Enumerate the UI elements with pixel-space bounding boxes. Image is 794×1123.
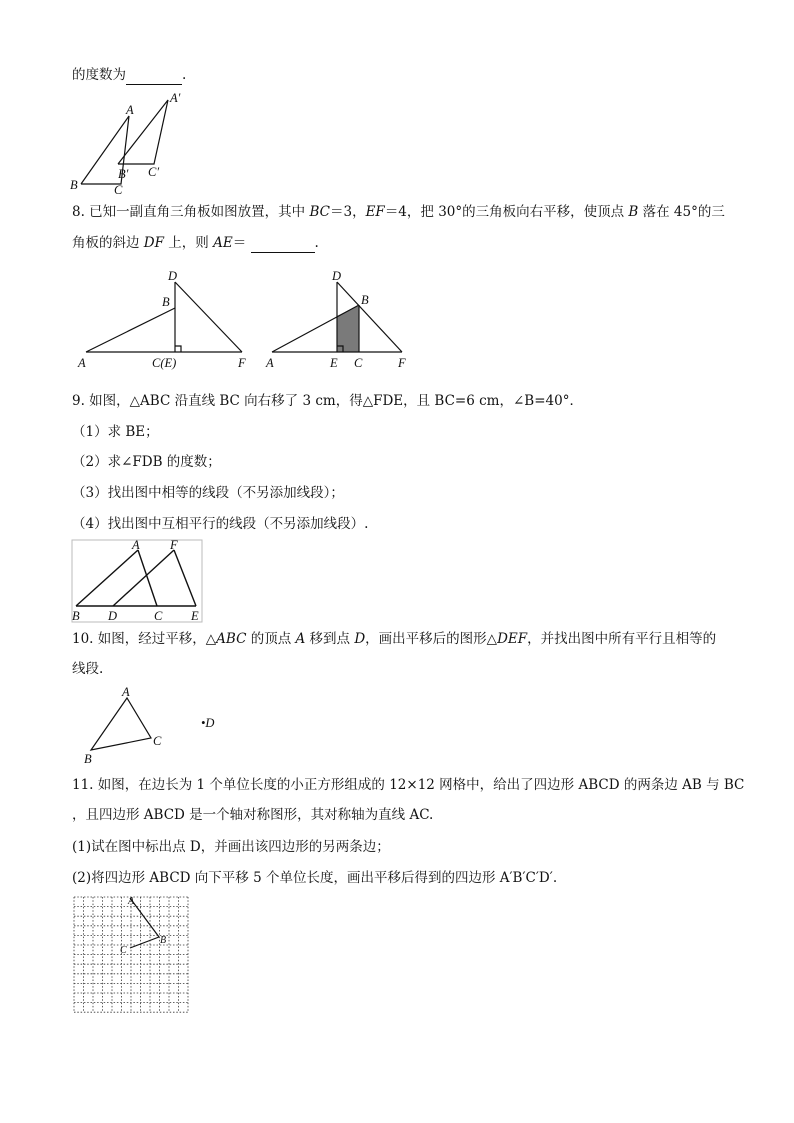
q10-var-d: D (354, 631, 366, 647)
q8-text: 角板的斜边 (72, 235, 144, 251)
label-D: D (332, 269, 342, 283)
label-B: B (361, 293, 369, 307)
q10-line-2: 线段. (72, 661, 104, 677)
figure-q8-right (262, 266, 422, 376)
label-D: D (108, 609, 118, 623)
q7-answer-line (72, 66, 186, 85)
label-A: A (266, 356, 274, 370)
q7-period: . (182, 67, 187, 83)
q10-text: 10. 如图，经过平移， (72, 631, 206, 647)
q11-line-1: 11. 如图，在边长为 1 个单位长度的小正方形组成的 12×12 网格中，给出了四边形 ABCD 的两条边 AB 与 BC (72, 777, 745, 793)
label-D: D (168, 269, 178, 283)
q10-text: 移到点 (305, 631, 355, 647)
label-F: F (238, 356, 246, 370)
q8-var-ae: AE (213, 235, 233, 251)
q10-var-def: DEF (497, 631, 528, 647)
shaded-overlap (337, 305, 359, 352)
label-A: A (126, 103, 134, 117)
triangle-abc (91, 698, 151, 750)
q8-text: ＝ (232, 235, 247, 251)
label-B: B (84, 752, 92, 766)
q11-part-2: (2)将四边形 ABCD 向下平移 5 个单位长度，画出平移后得到的四边形 A′B′C′D′. (72, 870, 558, 886)
right-angle-mark (175, 346, 181, 352)
figure-q11-grid[interactable] (72, 895, 190, 1015)
q7-text: 的度数为 (72, 67, 126, 83)
label-C: C (153, 734, 162, 748)
figure-q8-left (72, 266, 262, 376)
label-E: E (330, 356, 338, 370)
label-C: C (114, 183, 123, 197)
q8-var-df: DF (143, 235, 164, 251)
segment-fe (174, 550, 196, 606)
q8-text: 落在 45°的三 (638, 204, 725, 220)
q10-line-1 (72, 630, 716, 648)
label-A: A (122, 685, 130, 699)
figure-q7 (66, 90, 206, 195)
q7-answer-blank[interactable] (126, 66, 182, 85)
q9-part-2: （2）求∠FDB 的度数； (72, 454, 221, 470)
q8-text: ＝3， (329, 204, 366, 220)
q8-line-1 (72, 203, 725, 221)
segment-ab (130, 898, 159, 937)
segment-ab (76, 550, 138, 606)
q9-stem: 9. 如图，△ABC 沿直线 BC 向右移了 3 cm，得△FDE，且 BC=6 cm，∠B=40°． (72, 393, 583, 409)
label-B: B (162, 295, 170, 309)
q10-triangle-symbol: △ (486, 631, 498, 647)
label-B: B (70, 178, 78, 192)
label-F: F (170, 538, 178, 552)
q9-part-3: （3）找出图中相等的线段（不另添加线段）； (72, 485, 344, 501)
q8-line-2 (72, 234, 319, 253)
label-F: F (398, 356, 406, 370)
q10-triangle-symbol: △ (205, 631, 217, 647)
segment-bc (130, 937, 159, 948)
q10-text: 的顶点 (246, 631, 296, 647)
q10-text: ，并找出图中所有平行且相等的 (527, 631, 717, 647)
q10-var-a: A (295, 631, 306, 647)
q8-var-b: B (628, 204, 639, 220)
label-A-prime: A′ (170, 91, 181, 105)
figure-q10 (78, 683, 228, 768)
label-C: C (354, 356, 363, 370)
label-E: E (191, 609, 199, 623)
q10-var-abc: ABC (216, 631, 247, 647)
q11-line-2: ，且四边形 ABCD 是一个轴对称图形，其对称轴为直线 AC. (72, 807, 434, 823)
point-D: •D (201, 716, 215, 730)
label-B: B (160, 935, 167, 946)
label-A: A (128, 896, 135, 907)
q9-part-4: （4）找出图中互相平行的线段（不另添加线段）. (72, 516, 369, 532)
segment-df (175, 282, 242, 352)
label-B-prime: B′ (118, 167, 129, 181)
q8-answer-blank[interactable] (251, 234, 315, 253)
q8-period: . (314, 235, 319, 251)
q8-text: ＝4，把 30°的三角板向右平移，使顶点 (384, 204, 629, 220)
label-C-E: C(E) (152, 356, 177, 370)
q8-var-ef: EF (365, 204, 385, 220)
label-B: B (72, 609, 80, 623)
label-C: C (154, 609, 163, 623)
q11-part-1: (1)试在图中标出点 D，并画出该四边形的另两条边； (72, 839, 390, 855)
q8-var-bc: BC (309, 204, 330, 220)
label-A: A (132, 538, 140, 552)
q8-text: 8. 已知一副直角三角板如图放置，其中 (72, 204, 310, 220)
segment-ab (86, 308, 175, 352)
figure-q9 (70, 538, 210, 624)
q8-text: 上，则 (164, 235, 214, 251)
label-C: C (120, 945, 127, 956)
q9-part-1: （1）求 BE； (72, 424, 159, 440)
figure-frame (72, 540, 202, 622)
segment-ac (138, 550, 157, 606)
label-A: A (78, 356, 86, 370)
segment-df (113, 550, 174, 606)
label-C-prime: C′ (148, 165, 160, 179)
q10-text: ，画出平移后的图形 (365, 631, 487, 647)
